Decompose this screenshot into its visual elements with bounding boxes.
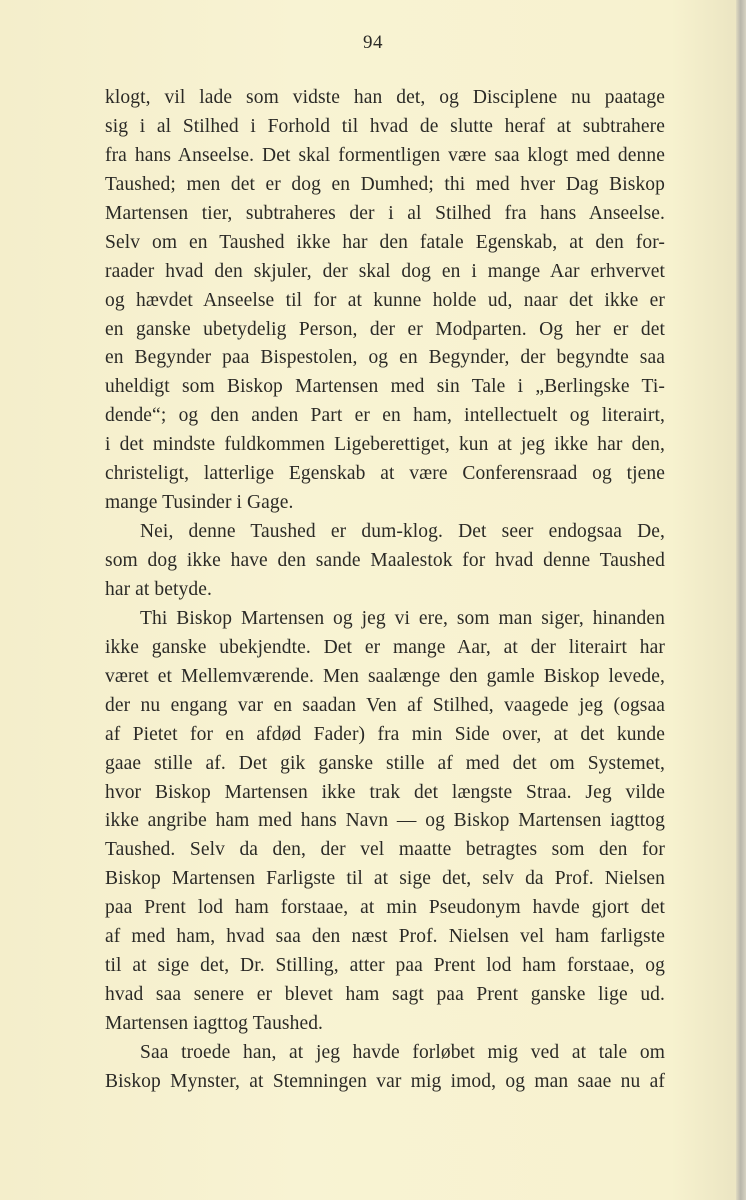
text-line: dende“; og den anden Part er en ham, intellectuelt og literairt, <box>105 405 665 427</box>
text-line: gaae stille af. Det gik ganske stille af med det om Systemet, <box>105 752 665 774</box>
text-line: raader hvad den skjuler, der skal dog en i mange Aar erhvervet <box>105 260 665 282</box>
text-line: har at betyde. <box>105 578 212 600</box>
text-line: Nei, denne Taushed er dum-klog. Det seer endogsaa De, <box>140 521 665 543</box>
text-line: Saa troede han, at jeg havde forløbet mig ved at tale om <box>140 1041 665 1063</box>
text-line: ikke ganske ubekjendte. Det er mange Aar, at der literairt har <box>105 636 665 658</box>
text-line: ikke angribe ham med hans Navn — og Biskop Martensen iagttog <box>105 810 665 832</box>
text-line: Selv om en Taushed ikke har den fatale Egenskab, at den for- <box>105 231 665 253</box>
text-line: Biskop Mynster, at Stemningen var mig imod, og man saae nu af <box>105 1070 665 1092</box>
text-line: christeligt, latterlige Egenskab at være Conferensraad og tjene <box>105 463 665 485</box>
text-line: mange Tusinder i Gage. <box>105 492 294 514</box>
paragraph-2 <box>105 518 665 605</box>
text-line: Taushed. Selv da den, der vel maatte betragtes som den for <box>105 839 665 861</box>
paragraph-1 <box>105 84 665 518</box>
text-line: uheldigt som Biskop Martensen med sin Tale i „Berlingske Ti- <box>105 376 665 398</box>
text-line: af Pietet for en afdød Fader) fra min Side over, at det kunde <box>105 723 665 745</box>
text-line: hvad saa senere er blevet ham sagt paa Prent ganske lige ud. <box>105 984 665 1006</box>
text-line: klogt, vil lade som vidste han det, og Disciplene nu paatage <box>105 87 665 108</box>
text-line: af med ham, hvad saa den næst Prof. Nielsen vel ham farligste <box>105 926 665 948</box>
text-line: Martensen iagttog Taushed. <box>105 1013 324 1034</box>
page-number: 94 <box>363 32 383 53</box>
text-line: i det mindste fuldkommen Ligeberettiget, kun at jeg ikke har den, <box>105 434 665 456</box>
paragraph-3 <box>105 605 665 1039</box>
text-line: en ganske ubetydelig Person, der er Modparten. Og her er det <box>105 318 665 340</box>
text-line: fra hans Anseelse. Det skal formentligen være saa klogt med denne <box>105 144 665 166</box>
text-line: sig i al Stilhed i Forhold til hvad de slutte heraf at subtrahere <box>105 115 665 137</box>
text-line: paa Prent lod ham forstaae, at min Pseudonym havde gjort det <box>105 897 665 919</box>
text-line: Biskop Martensen Farligste til at sige det, selv da Prof. Nielsen <box>105 868 665 890</box>
text-line: og hævdet Anseelse til for at kunne holde ud, naar det ikke er <box>105 289 665 311</box>
text-line: Martensen tier, subtraheres der i al Stilhed fra hans Anseelse. <box>105 202 665 224</box>
paragraph-4 <box>105 1039 665 1097</box>
text-line: en Begynder paa Bispestolen, og en Begynder, der begyndte saa <box>105 347 665 369</box>
page-edge-shadow <box>736 0 746 1200</box>
text-line: Taushed; men det er dog en Dumhed; thi med hver Dag Biskop <box>105 173 665 195</box>
text-line: været et Mellemværende. Men saalænge den gamle Biskop levede, <box>105 665 665 687</box>
text-line: hvor Biskop Martensen ikke trak det længste Straa. Jeg vilde <box>105 781 665 803</box>
text-line: der nu engang var en saadan Ven af Stilhed, vaagede jeg (ogsaa <box>105 694 665 716</box>
text-line: som dog ikke have den sande Maalestok for hvad denne Taushed <box>105 550 665 571</box>
body-text <box>105 84 665 1097</box>
text-line: Thi Biskop Martensen og jeg vi ere, som man siger, hinanden <box>140 607 665 629</box>
text-line: til at sige det, Dr. Stilling, atter paa Prent lod ham forstaae, og <box>105 955 665 977</box>
